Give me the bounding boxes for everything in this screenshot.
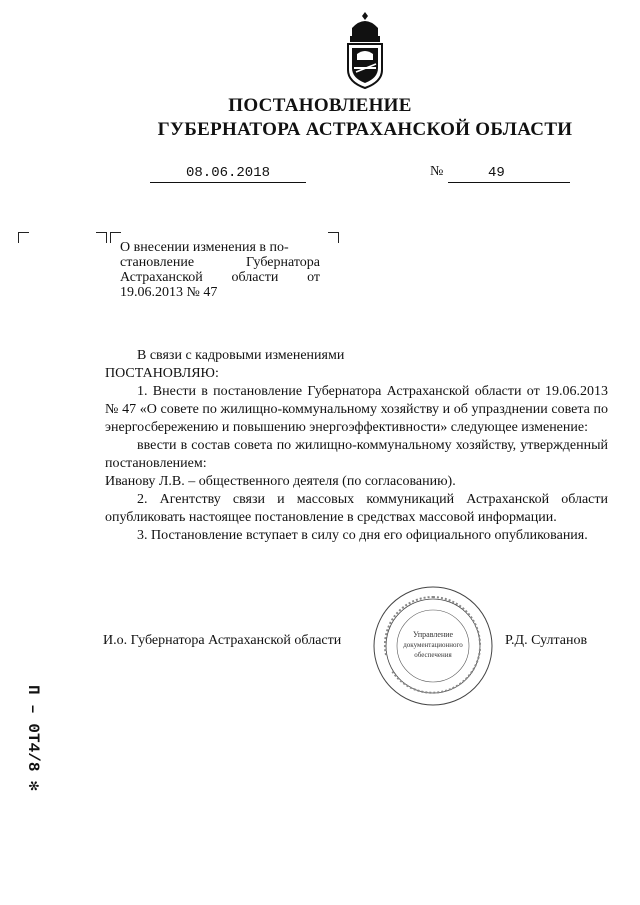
- seal-text-line: документационного: [403, 641, 463, 649]
- subject-line: 19.06.2013 № 47: [120, 285, 218, 300]
- decree-word: ПОСТАНОВЛЯЮ:: [105, 366, 219, 381]
- clause-1-amendment: ввести в состав совета по жилищно-коммунальному хозяйству, утвержденный постановлением:: [105, 438, 608, 471]
- signatory-name: Р.Д. Султанов: [505, 633, 588, 648]
- document-body: [105, 347, 608, 545]
- corner-mark-right: [328, 232, 339, 243]
- signatory-position: И.о. Губернатора Астраханской области: [103, 633, 342, 648]
- subject-line: Астраханской области от: [120, 270, 320, 285]
- side-registration-mark: [14, 685, 54, 830]
- seal-text-line: Управление: [412, 630, 454, 639]
- subject-block: [120, 240, 320, 300]
- clause-1: 1. Внести в постановление Губернатора Астраханской области от 19.06.2013 № 47 «О совете по жилищно-коммунальному хозяйству и об упразднении совета по энергосбережению и повышению энергоэффективности» следующее изменение:: [105, 384, 608, 435]
- subject-line: становление Губернатора: [120, 255, 320, 270]
- corner-mark-mid1: [96, 232, 107, 243]
- clause-2: 2. Агентству связи и массовых коммуникаций Астраханской области опубликовать настоящее постановление в средствах массовой информации.: [105, 492, 608, 525]
- document-number: 49: [488, 165, 505, 181]
- subject-line: О внесении изменения в по-: [120, 240, 289, 255]
- coat-of-arms-emblem: [340, 10, 390, 90]
- corner-mark-left: [18, 232, 29, 243]
- document-number-field: [448, 165, 570, 183]
- document-date: 08.06.2018: [150, 165, 306, 183]
- document-title: ПОСТАНОВЛЕНИЕ: [228, 95, 412, 116]
- document-issuer: ГУБЕРНАТОРА АСТРАХАНСКОЙ ОБЛАСТИ: [157, 119, 573, 140]
- side-mark-text: П – 0Т4/8 ✻: [24, 685, 42, 791]
- number-label: №: [430, 164, 444, 179]
- official-seal: [372, 585, 494, 707]
- clause-3: 3. Постановление вступает в силу со дня его официального опубликования.: [137, 528, 588, 543]
- preamble: В связи с кадровыми изменениями: [137, 348, 345, 363]
- clause-1-member: Иванову Л.В. – общественного деятеля (по согласованию).: [105, 474, 456, 489]
- seal-text-line: обеспечения: [414, 651, 452, 659]
